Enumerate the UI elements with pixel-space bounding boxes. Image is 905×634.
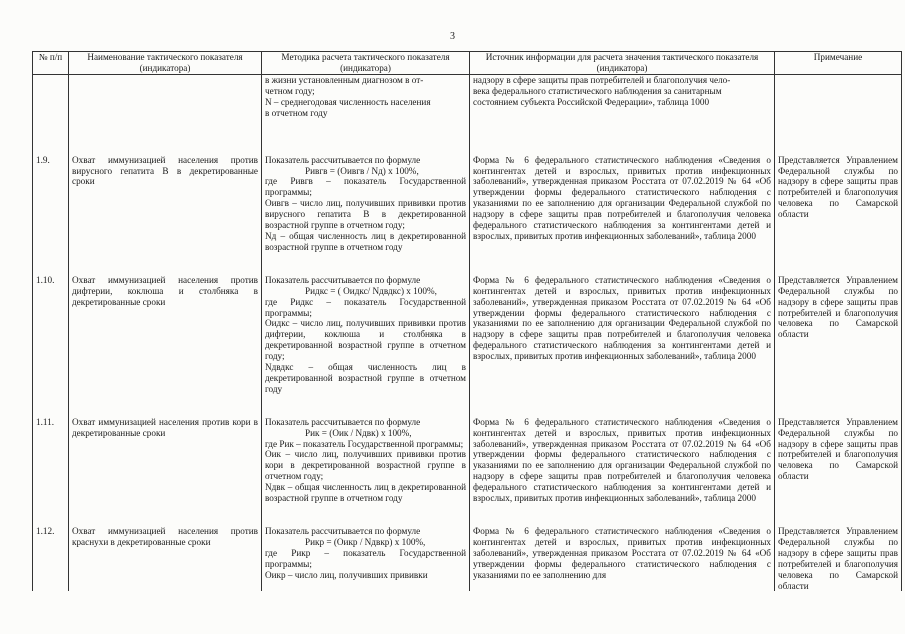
table-row xyxy=(33,395,902,504)
table-row xyxy=(33,504,902,591)
method-line: Oидкс – число лиц, получивших прививки против дифтерии, коклюша и столбняка в декретированной возрастной группе в отчетном году; xyxy=(265,318,466,362)
note-cell: Представляется Управлением Федеральной службы по надзору в сфере защиты прав потребителей и благополучия человека по Самарской области xyxy=(775,133,902,253)
method-line: где Pикр – показатель Государственной программы; xyxy=(265,547,466,569)
method-line: где Pивгв – показатель Государственной программы; xyxy=(265,176,466,198)
continuation-source-line: состоянием субъекта Российской Федерации», таблица 1000 xyxy=(473,96,710,107)
source-cell: Форма № 6 федерального статистического наблюдения «Сведения о контингентах детей и взрослых, привитых против инфекционных заболеваний», утвержденная приказом Росстата от 07.02.2019 № 64 «Об утверждении формы федерального статистического наблюдения с указаниями по ее заполнению для xyxy=(470,504,775,591)
header-num: № п/п xyxy=(33,52,69,75)
continuation-note xyxy=(775,75,902,133)
formula: Pик = (Oик / Nдвк) x 100%, xyxy=(305,427,412,438)
note-cell: Представляется Управлением Федеральной службы по надзору в сфере защиты прав потребителей и благополучия человека по Самарской области xyxy=(775,504,902,591)
formula: Pидкс = ( Oидкс/ Nдвдкс) x 100%, xyxy=(305,285,437,296)
continuation-row xyxy=(33,75,902,133)
continuation-num xyxy=(33,75,69,133)
row-number: 1.12. xyxy=(33,504,69,591)
method-cell xyxy=(262,133,470,253)
indicator-name: Охват иммунизацией населения против вирусного гепатита В в декретированные сроки xyxy=(69,133,262,253)
formula-intro: Показатель рассчитывается по формуле xyxy=(265,416,421,427)
row-number: 1.11. xyxy=(33,395,69,504)
continuation-method xyxy=(262,75,470,133)
indicator-name: Охват иммунизацией населения против краснухи в декретированные сроки xyxy=(69,504,262,591)
formula-intro: Показатель рассчитывается по формуле xyxy=(265,526,421,536)
indicator-name: Охват иммунизацией населения против дифтерии, коклюша и столбняка в декретированные сроки xyxy=(69,253,262,395)
continuation-method-line: в жизни установленным диагнозом в от- xyxy=(265,75,424,85)
note-cell: Представляется Управлением Федеральной службы по надзору в сфере защиты прав потребителей и благополучия человека по Самарской области xyxy=(775,395,902,504)
continuation-source-line: надзору в сфере защиты прав потребителей и благополучия чело- xyxy=(473,75,731,85)
continuation-method-line: четном году; xyxy=(265,85,315,96)
source-cell: Форма № 6 федерального статистического наблюдения «Сведения о контингентах детей и взрослых, привитых против инфекционных заболеваний», утвержденная приказом Росстата от 07.02.2019 № 64 «Об утверждении формы федерального статистического наблюдения с указаниями по ее заполнению для организации Федеральной службой по надзору в сфере защиты прав потребителей и благополучия человека федерального статистического наблюдения за контингентами детей и взрослых, привитых против инфекционных заболеваний», таблица 2000 xyxy=(470,133,775,253)
continuation-method-line: N – среднегодовая численность населения xyxy=(265,96,431,107)
continuation-name xyxy=(69,75,262,133)
method-line: где Pик – показатель Государственной программы; xyxy=(265,438,464,449)
page-number: 3 xyxy=(450,31,455,42)
row-number: 1.9. xyxy=(33,133,69,253)
header-method: Методика расчета тактического показателя (индикатора) xyxy=(262,52,470,75)
formula-intro: Показатель рассчитывается по формуле xyxy=(265,154,421,165)
table-row xyxy=(33,253,902,395)
indicators-table xyxy=(32,51,902,591)
method-line: Oивгв – число лиц, получивших прививки против вирусного гепатита В в декретированной возрастной группе в отчетном году; xyxy=(265,198,466,231)
header-name: Наименование тактического показателя (индикатора) xyxy=(69,52,262,75)
method-line: Nдвк – общая численность лиц в декретированной возрастной группе в отчетном году xyxy=(265,482,466,504)
table-row xyxy=(33,133,902,253)
source-cell: Форма № 6 федерального статистического наблюдения «Сведения о контингентах детей и взрослых, привитых против инфекционных заболеваний», утвержденная приказом Росстата от 07.02.2019 № 64 «Об утверждении формы федерального статистического наблюдения с указаниями по ее заполнению для организации Федеральной службой по надзору в сфере защиты прав потребителей и благополучия человека федерального статистического наблюдения за контингентами детей и взрослых, привитых против инфекционных заболеваний», таблица 2000 xyxy=(470,253,775,395)
formula: Pикр = (Oикр / Nдвкр) x 100%, xyxy=(305,536,426,547)
continuation-method-line: в отчетном году xyxy=(265,107,328,118)
note-cell: Представляется Управлением Федеральной службы по надзору в сфере защиты прав потребителей и благополучия человека по Самарской области xyxy=(775,253,902,395)
header-note: Примечание xyxy=(775,52,902,75)
method-cell xyxy=(262,253,470,395)
header-source: Источник информации для расчета значения тактического показателя (индикатора) xyxy=(470,52,775,75)
method-line: Nдвдкс – общая численность лиц в декретированной возрастной группе в отчетном году xyxy=(265,362,466,394)
table-header-row xyxy=(33,52,902,75)
method-line: где Pидкс – показатель Государственной программы; xyxy=(265,296,466,318)
method-line: Nд – общая численность лиц в декретированной возрастной группе в отчетном году xyxy=(265,230,466,252)
method-cell xyxy=(262,504,470,591)
method-line: Oикр – число лиц, получивших прививки xyxy=(265,569,428,580)
continuation-source xyxy=(470,75,775,133)
indicator-name: Охват иммунизацией населения против кори в декретированные сроки xyxy=(69,395,262,504)
continuation-source-line: века федерального статистического наблюдения за санитарным xyxy=(473,85,722,96)
method-cell xyxy=(262,395,470,504)
formula: Pивгв = (Oивгв / Nд) x 100%, xyxy=(305,165,419,176)
source-cell: Форма № 6 федерального статистического наблюдения «Сведения о контингентах детей и взрослых, привитых против инфекционных заболеваний», утвержденная приказом Росстата от 07.02.2019 № 64 «Об утверждении формы федерального статистического наблюдения с указаниями по ее заполнению для организации Федеральной службой по надзору в сфере защиты прав потребителей и благополучия человека федерального статистического наблюдения за контингентами детей и взрослых, привитых против инфекционных заболеваний», таблица 2000 xyxy=(470,395,775,504)
formula-intro: Показатель рассчитывается по формуле xyxy=(265,274,421,285)
method-line: Oик – число лиц, получивших прививки против кори в декретированной возрастной группе в отчетном году; xyxy=(265,449,466,482)
row-number: 1.10. xyxy=(33,253,69,395)
